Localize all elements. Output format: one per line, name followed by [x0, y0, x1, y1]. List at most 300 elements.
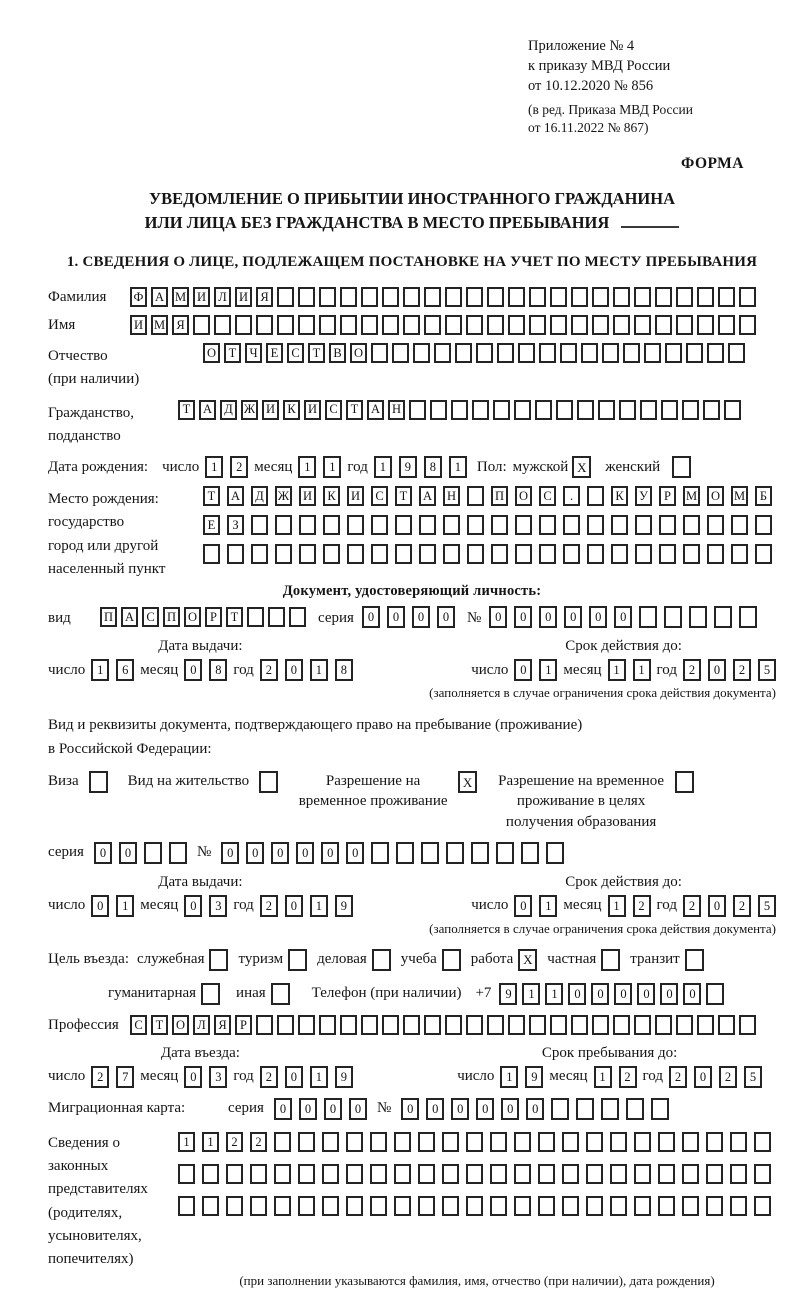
sex-male-checkbox[interactable] — [572, 456, 591, 478]
char-box — [471, 842, 489, 864]
char-box — [613, 287, 630, 307]
char-box — [682, 1132, 699, 1152]
entry-year-boxes[interactable] — [260, 1066, 353, 1088]
char-box — [419, 544, 436, 564]
char-box: Т — [224, 343, 241, 363]
char-box — [508, 1015, 525, 1035]
fill-in-blank — [621, 226, 679, 228]
given-name-boxes[interactable] — [130, 315, 756, 335]
birth-place-label: Место рождения: государство город или другой населенный пункт — [48, 491, 166, 577]
char-box: 0 — [451, 1098, 469, 1120]
residence-issue-year-boxes[interactable] — [260, 895, 353, 917]
char-box: И — [304, 400, 321, 420]
char-box: 1 — [323, 456, 341, 478]
char-box: 0 — [437, 606, 455, 628]
char-box — [538, 1132, 555, 1152]
char-box — [730, 1196, 747, 1216]
char-box: 2 — [91, 1066, 109, 1088]
char-box — [576, 1098, 594, 1120]
char-box: Р — [659, 486, 676, 506]
residence-expiry-year-boxes[interactable] — [683, 895, 776, 917]
char-box — [497, 343, 514, 363]
char-box — [706, 983, 724, 1005]
char-box: X — [572, 456, 591, 478]
phone-boxes[interactable] — [499, 983, 724, 1005]
migration-series-boxes[interactable] — [274, 1098, 367, 1120]
char-box — [371, 544, 388, 564]
char-box: Т — [346, 400, 363, 420]
char-box — [686, 343, 703, 363]
char-box — [319, 287, 336, 307]
char-box — [277, 1015, 294, 1035]
issue-date-title: Дата выдачи: — [158, 873, 243, 890]
char-box — [277, 315, 294, 335]
char-box: Н — [443, 486, 460, 506]
char-box: 0 — [614, 983, 632, 1005]
char-box: X — [458, 771, 477, 793]
char-box — [370, 1132, 387, 1152]
char-box: Т — [308, 343, 325, 363]
birth-place-line2-boxes[interactable] — [203, 515, 772, 535]
char-box — [538, 1164, 555, 1184]
char-box: Р — [205, 607, 222, 627]
char-box — [323, 544, 340, 564]
char-box — [322, 1196, 339, 1216]
identity-kind-label: вид — [48, 609, 71, 626]
char-box: 7 — [116, 1066, 134, 1088]
identity-expiry-day-boxes[interactable] — [514, 659, 557, 681]
identity-series-boxes[interactable] — [362, 606, 455, 628]
char-box — [487, 1015, 504, 1035]
char-box: 1 — [594, 1066, 612, 1088]
char-box — [251, 544, 268, 564]
char-box — [718, 287, 735, 307]
patronymic-row — [48, 343, 776, 392]
char-box — [202, 1164, 219, 1184]
char-box — [298, 315, 315, 335]
entry-day-boxes[interactable] — [91, 1066, 134, 1088]
char-box — [634, 287, 651, 307]
surname-label: Фамилия — [48, 289, 107, 306]
char-box — [361, 287, 378, 307]
char-box — [706, 1164, 723, 1184]
residence-number-boxes[interactable] — [221, 842, 564, 864]
char-box — [634, 315, 651, 335]
char-box — [403, 315, 420, 335]
char-box — [707, 343, 724, 363]
char-box — [739, 287, 756, 307]
char-box — [299, 544, 316, 564]
char-box — [707, 544, 724, 564]
residence-issue-date-group — [48, 895, 353, 917]
char-box — [529, 315, 546, 335]
char-box: Е — [203, 515, 220, 535]
char-box — [424, 1015, 441, 1035]
char-box — [560, 343, 577, 363]
sex-female-label: женский — [605, 458, 661, 475]
sex-female-checkbox[interactable] — [672, 456, 691, 478]
char-box: Ч — [245, 343, 262, 363]
char-box — [346, 1132, 363, 1152]
char-box: М — [151, 315, 168, 335]
char-box — [446, 842, 464, 864]
char-box — [682, 1164, 699, 1184]
char-box — [418, 1132, 435, 1152]
residence-permit-checkbox[interactable] — [259, 771, 278, 793]
char-box — [289, 607, 306, 627]
stay-year-boxes[interactable] — [669, 1066, 762, 1088]
char-box — [626, 1098, 644, 1120]
char-box — [706, 1196, 723, 1216]
char-box: 1 — [310, 659, 328, 681]
char-box — [490, 1164, 507, 1184]
char-box — [424, 287, 441, 307]
char-box — [613, 1015, 630, 1035]
edition-line: (в ред. Приказа МВД России — [528, 102, 693, 117]
residence-issue-day-boxes[interactable] — [91, 895, 134, 917]
char-box — [661, 400, 678, 420]
char-box: С — [539, 486, 556, 506]
char-box: Д — [220, 400, 237, 420]
char-box — [144, 842, 162, 864]
identity-expiry-month-boxes[interactable] — [608, 659, 651, 681]
char-box: 0 — [119, 842, 137, 864]
char-box — [214, 315, 231, 335]
char-box — [466, 1132, 483, 1152]
char-box — [250, 1196, 267, 1216]
representatives-label: Сведения о законных представителях (родителях, усыновителях, попечителях) — [48, 1134, 148, 1268]
char-box — [392, 343, 409, 363]
profession-row — [48, 1015, 776, 1035]
char-box: 1 — [633, 659, 651, 681]
stay-day-boxes[interactable] — [500, 1066, 543, 1088]
residence-expiry-day-boxes[interactable] — [514, 895, 557, 917]
char-box — [644, 343, 661, 363]
char-box — [268, 607, 285, 627]
char-box — [256, 315, 273, 335]
char-box: 2 — [619, 1066, 637, 1088]
char-box: . — [563, 486, 580, 506]
residence-expiry-block — [429, 874, 776, 937]
residence-expiry-month-boxes[interactable] — [608, 895, 651, 917]
char-box — [755, 544, 772, 564]
char-box — [611, 515, 628, 535]
char-box — [247, 607, 264, 627]
annex-line: от 10.12.2020 № 856 — [528, 78, 654, 94]
char-box — [395, 515, 412, 535]
residence-doc-intro: Вид и реквизиты документа, подтверждающего право на пребывание (проживание) в Российской Федерации: — [48, 717, 583, 758]
char-box — [178, 1196, 195, 1216]
residence-doc-series-row — [48, 842, 776, 864]
char-box — [754, 1164, 771, 1184]
char-box: 2 — [260, 895, 278, 917]
char-box — [728, 343, 745, 363]
char-box: 9 — [399, 456, 417, 478]
char-box: Е — [266, 343, 283, 363]
annex-line: к приказу МВД России — [528, 58, 671, 74]
char-box: 0 — [476, 1098, 494, 1120]
char-box — [714, 606, 732, 628]
char-box: 9 — [499, 983, 517, 1005]
purpose-other-checkbox[interactable] — [271, 983, 290, 1005]
char-box — [689, 606, 707, 628]
given-name-row — [48, 315, 776, 335]
char-box — [571, 1015, 588, 1035]
char-box: О — [350, 343, 367, 363]
char-box: П — [100, 607, 117, 627]
char-box: 1 — [539, 659, 557, 681]
char-box: 0 — [694, 1066, 712, 1088]
month-label: месяц — [563, 661, 602, 678]
char-box — [299, 515, 316, 535]
char-box: 0 — [246, 842, 264, 864]
entry-date-block — [48, 1045, 353, 1088]
temp-residence-edu-checkbox[interactable] — [675, 771, 694, 793]
char-box — [655, 315, 672, 335]
entry-dates-row — [48, 1045, 776, 1088]
month-label: месяц — [563, 897, 602, 914]
char-box — [445, 315, 462, 335]
char-box: Н — [388, 400, 405, 420]
char-box — [371, 842, 389, 864]
char-box: Т — [395, 486, 412, 506]
char-box — [394, 1132, 411, 1152]
purpose-official: служебная — [137, 949, 229, 971]
section1-title: 1. СВЕДЕНИЯ О ЛИЦЕ, ПОДЛЕЖАЩЕМ ПОСТАНОВКЕ НА УЧЕТ ПО МЕСТУ ПРЕБЫВАНИЯ — [66, 254, 758, 271]
identity-expiry-year-boxes[interactable] — [683, 659, 776, 681]
surname-row — [48, 287, 776, 307]
year-label: год — [656, 897, 677, 914]
month-label: месяц — [140, 661, 179, 678]
year-label: год — [347, 458, 368, 475]
char-box: О — [707, 486, 724, 506]
char-box — [346, 1164, 363, 1184]
char-box: 1 — [205, 456, 223, 478]
char-box — [535, 400, 552, 420]
char-box — [467, 486, 484, 506]
day-label: число — [48, 661, 86, 678]
entry-purpose-row — [48, 949, 776, 971]
visa-label: Виза — [48, 773, 79, 790]
day-label: число — [48, 897, 86, 914]
char-box — [611, 544, 628, 564]
patronymic-label: Отчество (при наличии) — [48, 348, 140, 388]
identity-number-label: № — [466, 609, 482, 626]
char-box: 0 — [539, 606, 557, 628]
char-box: С — [371, 486, 388, 506]
edition-line: от 16.11.2022 № 867) — [528, 119, 649, 135]
char-box: 0 — [683, 983, 701, 1005]
char-box: Т — [226, 607, 243, 627]
char-box — [490, 1132, 507, 1152]
char-box: Л — [193, 1015, 210, 1035]
char-box — [592, 315, 609, 335]
char-box — [619, 400, 636, 420]
char-box — [598, 400, 615, 420]
purpose-tourism-checkbox[interactable] — [288, 949, 307, 971]
char-box: Р — [235, 1015, 252, 1035]
identity-issue-day-boxes[interactable] — [91, 659, 134, 681]
expiry-note: (заполняется в случае ограничения срока действия документа) — [429, 920, 776, 936]
month-label: месяц — [254, 458, 293, 475]
birth-place-line1-boxes[interactable] — [203, 486, 772, 506]
identity-issue-month-boxes[interactable] — [184, 659, 227, 681]
char-box — [319, 315, 336, 335]
char-box — [487, 287, 504, 307]
identity-doc-title: Документ, удостоверяющий личность: — [282, 583, 542, 600]
birth-month-boxes[interactable] — [298, 456, 341, 478]
char-box — [271, 983, 290, 1005]
char-box — [372, 949, 391, 971]
char-box — [754, 1132, 771, 1152]
purpose-transit: транзит — [630, 949, 703, 971]
year-label: год — [233, 897, 254, 914]
char-box — [340, 315, 357, 335]
char-box — [664, 606, 682, 628]
char-box: Ф — [130, 287, 147, 307]
representatives-boxes — [178, 1130, 771, 1225]
purpose-humanitarian-checkbox[interactable] — [201, 983, 220, 1005]
char-box: А — [367, 400, 384, 420]
char-box — [434, 343, 451, 363]
birth-year-boxes[interactable] — [374, 456, 467, 478]
char-box: И — [299, 486, 316, 506]
sex-label: Пол: — [476, 458, 507, 475]
surname-boxes[interactable] — [130, 287, 756, 307]
purpose-official-checkbox[interactable] — [209, 949, 228, 971]
purpose-tourism: туризм — [238, 949, 307, 971]
char-box: И — [130, 315, 147, 335]
char-box — [562, 1164, 579, 1184]
char-box: З — [227, 515, 244, 535]
char-box: 0 — [184, 1066, 202, 1088]
char-box — [508, 315, 525, 335]
char-box — [514, 1196, 531, 1216]
month-label: месяц — [140, 897, 179, 914]
identity-issue-date-group — [48, 659, 353, 681]
char-box — [403, 287, 420, 307]
char-box — [256, 1015, 273, 1035]
migration-number-boxes[interactable] — [401, 1098, 669, 1120]
char-box: 9 — [335, 1066, 353, 1088]
char-box — [539, 343, 556, 363]
char-box: 1 — [178, 1132, 195, 1152]
entry-date-group — [48, 1066, 353, 1088]
char-box — [323, 515, 340, 535]
char-box — [490, 1196, 507, 1216]
char-box — [655, 1015, 672, 1035]
char-box: 0 — [299, 1098, 317, 1120]
visa-checkbox[interactable] — [89, 771, 108, 793]
patronymic-boxes[interactable] — [203, 343, 745, 363]
char-box: 0 — [285, 1066, 303, 1088]
representatives-line2-boxes[interactable] — [178, 1164, 771, 1184]
char-box — [467, 544, 484, 564]
char-box — [226, 1196, 243, 1216]
char-box — [731, 515, 748, 535]
char-box — [371, 343, 388, 363]
temp-residence-checkbox[interactable] — [458, 771, 477, 793]
char-box — [235, 315, 252, 335]
char-box: К — [323, 486, 340, 506]
char-box: И — [347, 486, 364, 506]
identity-issue-block — [48, 638, 353, 701]
char-box — [413, 343, 430, 363]
char-box: С — [325, 400, 342, 420]
stay-until-block — [457, 1045, 762, 1088]
birth-date-group — [162, 456, 467, 478]
char-box — [546, 842, 564, 864]
month-label: месяц — [140, 1068, 179, 1085]
char-box — [445, 1015, 462, 1035]
char-box: 0 — [412, 606, 430, 628]
identity-issue-year-boxes[interactable] — [260, 659, 353, 681]
char-box: 9 — [335, 895, 353, 917]
char-box: М — [172, 287, 189, 307]
birth-day-boxes[interactable] — [205, 456, 248, 478]
stay-until-title: Срок пребывания до: — [541, 1044, 678, 1061]
char-box: 1 — [608, 895, 626, 917]
purpose-work-checkbox[interactable] — [518, 949, 537, 971]
char-box — [515, 544, 532, 564]
birth-place-line3-boxes[interactable] — [203, 544, 772, 564]
purpose-private-checkbox[interactable] — [601, 949, 620, 971]
char-box: 0 — [401, 1098, 419, 1120]
purpose-business-checkbox[interactable] — [372, 949, 391, 971]
residence-series-boxes[interactable] — [94, 842, 187, 864]
residence-dates-row — [48, 874, 776, 937]
char-box: К — [611, 486, 628, 506]
citizenship-boxes[interactable] — [178, 400, 741, 420]
char-box: 2 — [250, 1132, 267, 1152]
temp-residence-label: Разрешение на временное проживание — [298, 773, 448, 810]
residence-issue-month-boxes[interactable] — [184, 895, 227, 917]
purpose-study-checkbox[interactable] — [442, 949, 461, 971]
entry-date-title: Дата въезда: — [160, 1044, 240, 1061]
char-box — [514, 1132, 531, 1152]
char-box — [493, 400, 510, 420]
profession-boxes[interactable] — [130, 1015, 756, 1035]
char-box — [442, 1196, 459, 1216]
char-box — [442, 949, 461, 971]
char-box — [682, 400, 699, 420]
char-box: И — [262, 400, 279, 420]
char-box: Я — [256, 287, 273, 307]
char-box: 0 — [568, 983, 586, 1005]
annex-reference — [528, 36, 768, 96]
identity-kind-boxes[interactable] — [100, 607, 306, 627]
char-box: 0 — [426, 1098, 444, 1120]
day-label: число — [162, 458, 200, 475]
stay-month-boxes[interactable] — [594, 1066, 637, 1088]
entry-month-boxes[interactable] — [184, 1066, 227, 1088]
char-box — [259, 771, 278, 793]
representatives-line3-boxes[interactable] — [178, 1196, 771, 1216]
representatives-line1-boxes[interactable] — [178, 1132, 771, 1152]
char-box: С — [142, 607, 159, 627]
birth-place-row — [48, 486, 776, 581]
purpose-transit-checkbox[interactable] — [685, 949, 704, 971]
migration-card-row — [48, 1098, 776, 1120]
char-box — [635, 544, 652, 564]
char-box: Д — [251, 486, 268, 506]
identity-number-boxes[interactable] — [489, 606, 757, 628]
identity-expiry-block — [429, 638, 776, 701]
day-label: число — [457, 1068, 495, 1085]
char-box: 0 — [94, 842, 112, 864]
char-box — [577, 400, 594, 420]
residence-permit-option — [128, 771, 278, 793]
